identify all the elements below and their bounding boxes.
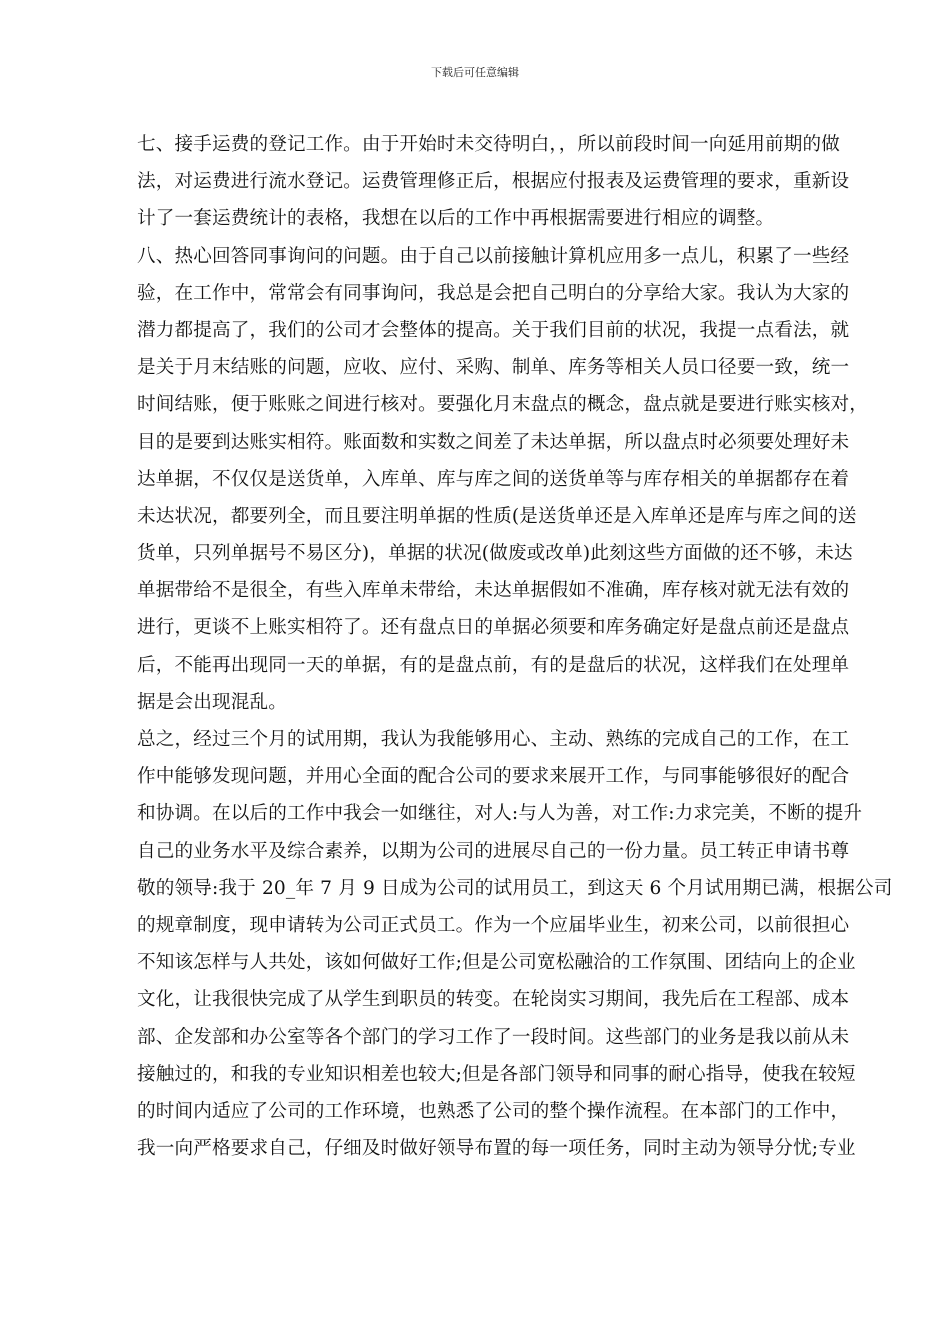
page-header: 下载后可任意编辑 [431, 66, 519, 79]
text-line: 我一向严格要求自己，仔细及时做好领导布置的每一项任务，同时主动为领导分忧;专业 [137, 1138, 856, 1160]
text-line: 部、企发部和办公室等各个部门的学习工作了一段时间。这些部门的业务是我以前从未 [137, 1026, 850, 1048]
text-line: 的时间内适应了公司的工作环境，也熟悉了公司的整个操作流程。在本部门的工作中， [137, 1100, 850, 1122]
text-line: 未达状况，都要列全，而且要注明单据的性质(是送货单还是入库单还是库与库之间的送 [137, 505, 857, 527]
text-line: 后，不能再出现同一天的单据，有的是盘点前，有的是盘后的状况，这样我们在处理单 [137, 654, 850, 676]
text-line: 不知该怎样与人共处，该如何做好工作;但是公司宽松融洽的工作氛围、团结向上的企业 [137, 952, 856, 974]
text-line: 作中能够发现问题，并用心全面的配合公司的要求来展开工作，与同事能够很好的配合 [137, 766, 850, 788]
text-line: 的规章制度，现申请转为公司正式员工。作为一个应届毕业生，初来公司，以前很担心 [137, 914, 850, 936]
text-line: 七、接手运费的登记工作。由于开始时未交待明白，，所以前段时间一向延用前期的做 [137, 134, 840, 155]
text-line: 验，在工作中，常常会有同事询问，我总是会把自己明白的分享给大家。我认为大家的 [137, 282, 850, 304]
text-line: 八、热心回答同事询问的问题。由于自己以前接触计算机应用多一点儿，积累了一些经 [137, 245, 850, 267]
text-line: 敬的领导:我于 20_年 7 月 9 日成为公司的试用员工，到这天 6 个月试用期已满，根据公司 [137, 877, 893, 899]
text-line: 货单，只列单据号不易区分)，单据的状况(做废或改单)此刻这些方面做的还不够，未达 [137, 543, 853, 565]
text-line: 是关于月末结账的问题，应收、应付、采购、制单、库务等相关人员口径要一致，统一 [137, 357, 850, 379]
text-line: 达单据，不仅仅是送货单，入库单、库与库之间的送货单等与库存相关的单据都存在着 [137, 468, 850, 490]
text-line: 自己的业务水平及综合素养，以期为公司的进展尽自己的一份力量。员工转正申请书尊 [137, 840, 850, 862]
text-line: 进行，更谈不上账实相符了。还有盘点日的单据必须要和库务确定好是盘点前还是盘点 [137, 617, 850, 639]
text-line: 目的是要到达账实相符。账面数和实数之间差了未达单据，所以盘点时必须要处理好未 [137, 431, 850, 453]
text-line: 计了一套运费统计的表格，我想在以后的工作中再根据需要进行相应的调整。 [137, 208, 775, 230]
text-line: 接触过的，和我的专业知识相差也较大;但是各部门领导和同事的耐心指导，使我在较短 [137, 1063, 856, 1085]
text-line: 潜力都提高了，我们的公司才会整体的提高。关于我们目前的状况，我提一点看法，就 [137, 319, 850, 341]
text-line: 和协调。在以后的工作中我会一如继往，对人:与人为善，对工作:力求完美，不断的提升 [137, 803, 863, 825]
text-line: 单据带给不是很全，有些入库单未带给，未达单据假如不准确，库存核对就无法有效的 [137, 580, 850, 602]
text-line: 总之，经过三个月的试用期，我认为我能够用心、主动、熟练的完成自己的工作，在工 [137, 729, 850, 750]
text-line: 文化，让我很快完成了从学生到职员的转变。在轮岗实习期间，我先后在工程部、成本 [137, 989, 850, 1011]
text-line: 时间结账，便于账账之间进行核对。要强化月末盘点的概念，盘点就是要进行账实核对， [137, 394, 869, 416]
document-body [137, 126, 893, 1167]
text-line: 据是会出现混乱。 [137, 691, 287, 713]
text-line: 法，对运费进行流水登记。运费管理修正后，根据应付报表及运费管理的要求，重新设 [137, 171, 850, 193]
